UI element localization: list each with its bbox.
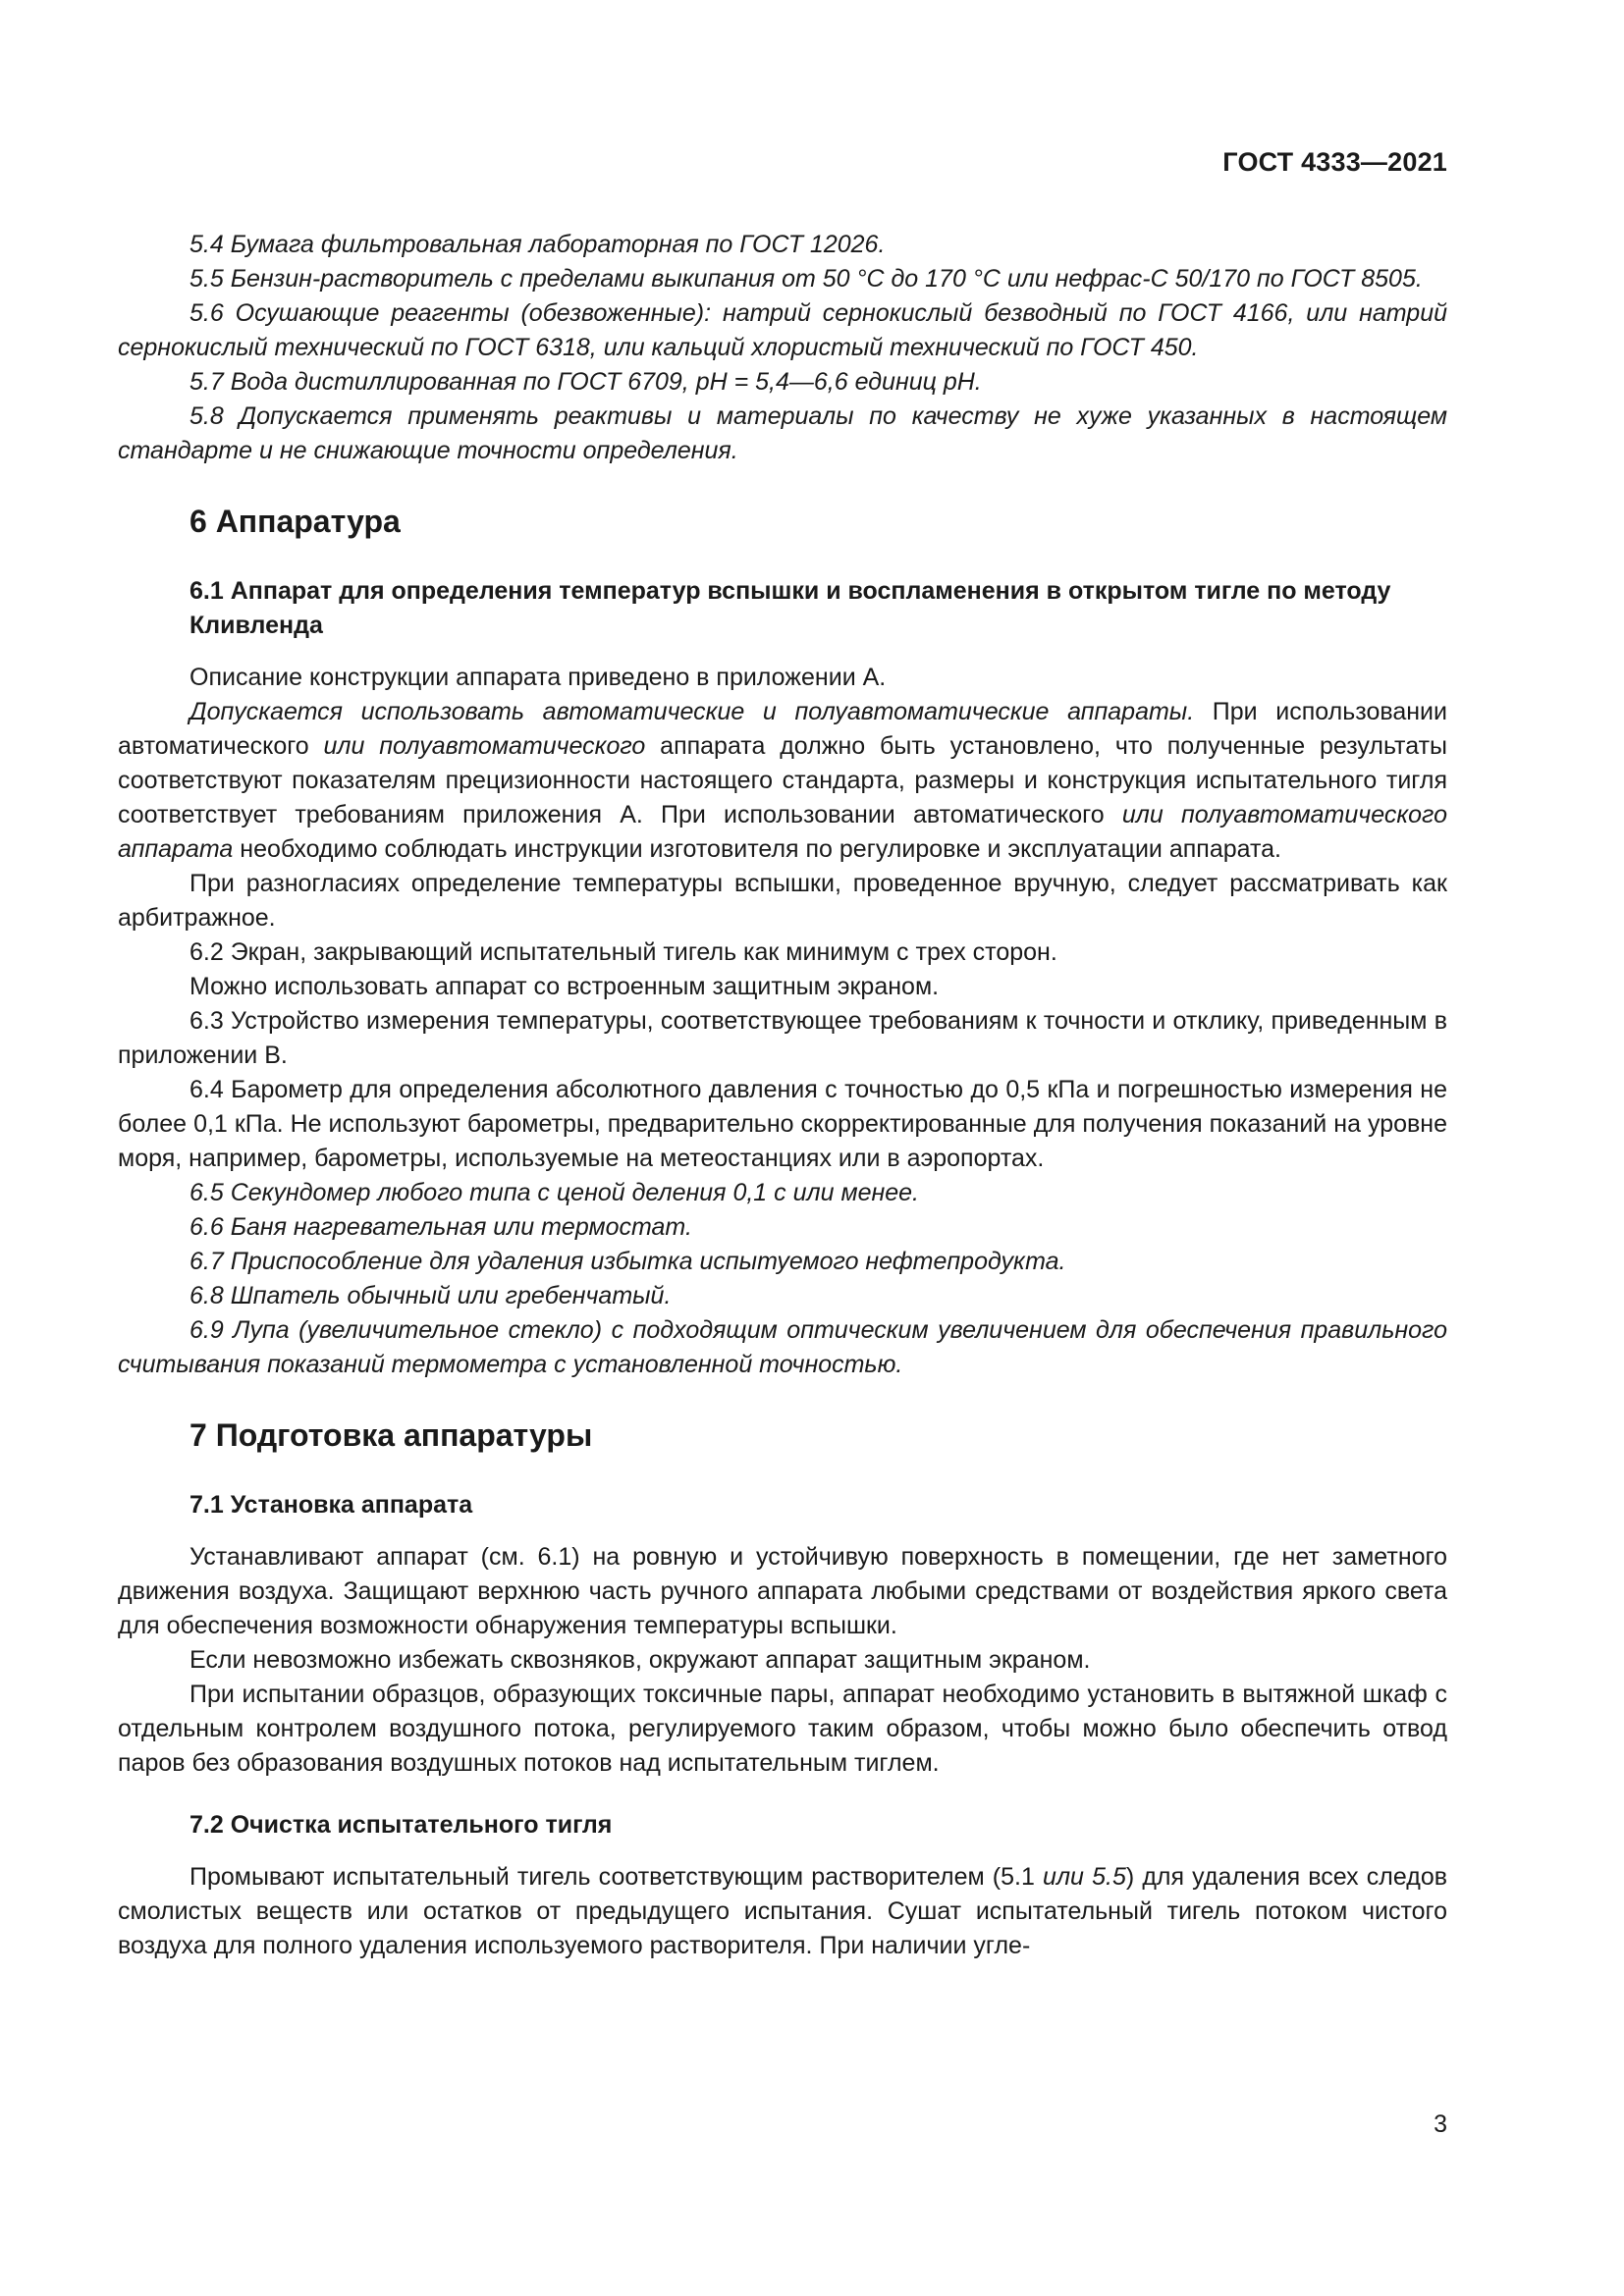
section-7-heading: 7 Подготовка аппаратуры	[189, 1417, 593, 1453]
clause-6-2: 6.2 Экран, закрывающий испытательный тигель как минимум с трех сторон.	[189, 938, 1057, 966]
text-fragment: ) для удаления всех следов смолистых веществ или остатков от предыдущего испытания. Сушат испытательный тигель потоком чистого воздуха для полного удаления используемого растворителя. При наличии угле-	[118, 1863, 1448, 1959]
clause-6-5: 6.5 Секундомер любого типа с ценой деления 0,1 с или менее.	[189, 1179, 919, 1206]
clause-7-1-drafts: Если невозможно избежать сквозняков, окружают аппарат защитным экраном.	[189, 1646, 1091, 1674]
subsection-7-1-heading: 7.1 Установка аппарата	[189, 1491, 473, 1519]
section-6-heading: 6 Аппаратура	[189, 504, 401, 539]
clause-6-1-description: Описание конструкции аппарата приведено в приложении А.	[189, 664, 887, 691]
subsection-7-2-heading: 7.2 Очистка испытательного тигля	[189, 1811, 613, 1839]
clause-5-6: 5.6 Осушающие реагенты (обезвоженные): натрий сернокислый безводный по ГОСТ 4166, или натрий сернокислый технический по ГОСТ 6318, или кальций хлористый технический по ГОСТ 450.	[118, 299, 1447, 361]
clause-6-1-automatic	[118, 695, 1447, 867]
clause-6-3: 6.3 Устройство измерения температуры, соответствующее требованиям к точности и отклику, приведенным в приложении В.	[118, 1007, 1447, 1069]
clause-7-1-toxic: При испытании образцов, образующих токсичные пары, аппарат необходимо установить в вытяжной шкаф с отдельным контролем воздушного потока, регулируемого таким образом, чтобы можно было обеспечить отвод паров без образования воздушных потоков над испытательным тиглем.	[118, 1681, 1447, 1777]
document-page	[118, 0, 1447, 2296]
clause-6-7: 6.7 Приспособление для удаления избытка испытуемого нефтепродукта.	[189, 1248, 1066, 1275]
clause-5-4: 5.4 Бумага фильтровальная лабораторная по ГОСТ 12026.	[189, 231, 886, 258]
clause-6-4: 6.4 Барометр для определения абсолютного давления с точностью до 0,5 кПа и погрешностью измерения не более 0,1 кПа. Не используют барометры, предварительно скорректированные для получения показаний на уровне моря, например, барометры, используемые на метеостанциях или в аэропортах.	[118, 1076, 1447, 1172]
clause-7-2-cleaning	[118, 1860, 1447, 1963]
document-code-header: ГОСТ 4333—2021	[1222, 147, 1447, 177]
document-body	[118, 228, 1447, 1963]
italic-fragment: или полуавтоматического аппарата	[118, 801, 1447, 863]
clause-7-1-install: Устанавливают аппарат (см. 6.1) на ровную и устойчивую поверхность в помещении, где нет заметного движения воздуха. Защищают верхнюю часть ручного аппарата любыми средствами от воздействия яркого света для обеспечения возможности обнаружения температуры вспышки.	[118, 1543, 1447, 1639]
page-number: 3	[1434, 2110, 1447, 2138]
italic-fragment: Допускается использовать автоматические и полуавтоматические аппараты.	[189, 698, 1195, 725]
italic-fragment: или 5.5	[1043, 1863, 1126, 1891]
clause-5-5: 5.5 Бензин-растворитель с пределами выкипания от 50 °С до 170 °С или нефрас-С 50/170 по ГОСТ 8505.	[189, 265, 1423, 293]
clause-6-1-arbitration: При разногласиях определение температуры вспышки, проведенное вручную, следует рассматривать как арбитражное.	[118, 870, 1447, 932]
clause-5-8: 5.8 Допускается применять реактивы и материалы по качеству не хуже указанных в настоящем стандарте и не снижающие точности определения.	[118, 402, 1447, 464]
text-fragment: необходимо соблюдать инструкции изготовителя по регулировке и эксплуатации аппарата.	[233, 835, 1282, 863]
clause-6-6: 6.6 Баня нагревательная или термостат.	[189, 1213, 692, 1241]
text-fragment: Промывают испытательный тигель соответствующим растворителем (5.1	[189, 1863, 1044, 1891]
clause-6-8: 6.8 Шпатель обычный или гребенчатый.	[189, 1282, 672, 1309]
text-fragment: аппарата должно быть установлено, что полученные результаты соответствуют показателям прецизионности настоящего стандарта, размеры и конструкция испытательного тигля соответствует требованиям приложения А. При использовании автоматического	[118, 732, 1447, 828]
text-fragment: При использовании автоматического	[118, 698, 1447, 760]
subsection-6-1-heading: 6.1 Аппарат для определения температур вспышки и воспламенения в открытом тигле по методу Кливленда	[189, 577, 1391, 639]
clause-5-7: 5.7 Вода дистиллированная по ГОСТ 6709, рН = 5,4—6,6 единиц рН.	[189, 368, 982, 396]
clause-6-9: 6.9 Лупа (увеличительное стекло) с подходящим оптическим увеличением для обеспечения правильного считывания показаний термометра с установленной точностью.	[118, 1316, 1447, 1378]
clause-6-2-note: Можно использовать аппарат со встроенным защитным экраном.	[189, 973, 940, 1000]
italic-fragment: или полуавтоматического	[323, 732, 646, 760]
